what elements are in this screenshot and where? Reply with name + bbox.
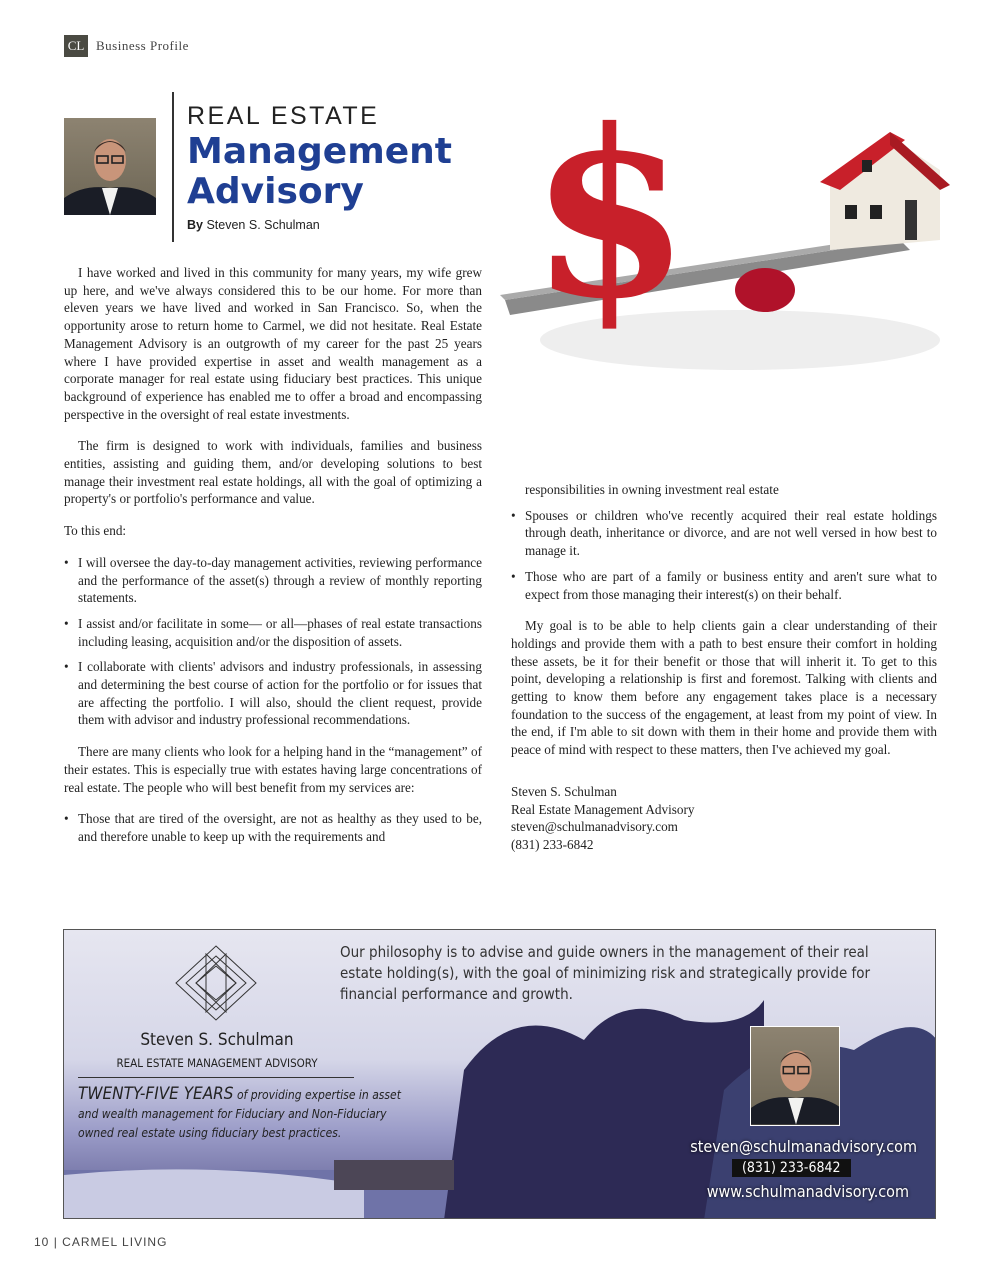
paragraph: There are many clients who look for a helping hand in the “management” of their estates. This is especially true with estates having large concentrations of real estate. The people who will best benefit from my services are: bbox=[64, 744, 482, 795]
ad-experience bbox=[78, 1085, 418, 1143]
title-line: Advisory bbox=[187, 171, 364, 212]
ad-years-lead: TWENTY-FIVE YEARS bbox=[78, 1084, 234, 1104]
signature-email[interactable]: steven@schulmanadvisory.com bbox=[511, 819, 678, 835]
article-kicker: REAL ESTATE bbox=[187, 102, 380, 130]
left-column bbox=[64, 264, 482, 860]
paragraph: My goal is to be able to help clients gain a clear understanding of their holdings and provide them with a path to best ensure their comfort in holding these assets, be it for their benefit or those that will inherit it. To get to this point, developing a relationship is first and foremost. Talking with clients and getting to know them before any engagement takes place is a necessary foundation to the success of the engagement, at least from my point of view. In the end, if I'm able to sit down with them in their home and provide them with peace of mind with respect to these matters, then I've achieved my goal. bbox=[511, 618, 937, 758]
bullet-list bbox=[511, 507, 937, 604]
author-name: Steven S. Schulman bbox=[206, 218, 320, 232]
bullet-list bbox=[64, 554, 482, 729]
page-footer: 10 | CARMEL LIVING bbox=[34, 1235, 168, 1249]
ad-email[interactable]: steven@schulmanadvisory.com bbox=[690, 1137, 917, 1156]
author-photo bbox=[64, 118, 156, 215]
by-label: By bbox=[187, 218, 203, 232]
list-item: • Those who are part of a family or business entity and aren't sure what to expect from those managing their interest(s) on their behalf. bbox=[511, 568, 937, 603]
paragraph: I have worked and lived in this community for many years, my wife grew up here, and we've always considered this to be our home. For more than eleven years we have lived and worked in San Francisco. So, when the opportunity arose to return home to Carmel, we did not hesitate. Real Estate Management Advisory is an outgrowth of my career for the past 25 years where I have provided expertise in asset and wealth management as a corporate manager for real estate using fiduciary best practices. This unique background of experience has enabled me to offer a broad and encompassing perspective in the oversight of real estate investments. bbox=[64, 265, 482, 422]
page-number: 10 bbox=[34, 1235, 50, 1249]
list-item: • Those that are tired of the oversight, are not as healthy as they used to be, and therefore unable to keep up with the requirements and bbox=[64, 810, 482, 845]
byline bbox=[187, 218, 320, 232]
list-item: • I assist and/or facilitate in some— or all—phases of real estate transactions including leasing, acquisition and/or the disposition of assets. bbox=[64, 615, 482, 650]
list-item: • Spouses or children who've recently acquired their real estate holdings through death, inheritance or divorce, and are not well versed in how best to manage it. bbox=[511, 507, 937, 560]
bullet-list bbox=[64, 810, 482, 845]
ad-years-text: of providing expertise in asset and wealth management for Fiduciary and Non-Fiduciary owned real estate using fiduciary best practices. bbox=[78, 1088, 401, 1140]
paragraph: To this end: bbox=[64, 523, 127, 539]
dollar-sign-icon: $ bbox=[530, 90, 691, 350]
signature-block bbox=[511, 783, 937, 854]
publication-name: CARMEL LIVING bbox=[62, 1235, 168, 1249]
title-divider bbox=[172, 92, 174, 242]
section-label: Business Profile bbox=[96, 38, 189, 53]
signature-name: Steven S. Schulman bbox=[511, 783, 617, 799]
ad-website[interactable]: www.schulmanadvisory.com bbox=[706, 1182, 909, 1201]
paragraph: responsibilities in owning investment real estate bbox=[525, 482, 779, 497]
list-item: • I collaborate with clients' advisors and industry professionals, in assessing and determining the best course of action for the portfolio or for issues that are affecting the portfolio. I will also, should the client request, provide them with advisor and industry professional recommendations. bbox=[64, 658, 482, 729]
cl-logo: CL bbox=[64, 35, 88, 57]
paragraph: The firm is designed to work with individuals, families and business entities, assisting and guiding them, and/or developing solutions to best manage their investment real estate holdings, all with the goal of optimizing a property's or portfolio's performance and value. bbox=[64, 438, 482, 507]
ad-philosophy: Our philosophy is to advise and guide owners in the management of their real estate holding(s), with the goal of minimizing risk and strategically provide for financial performance and growth. bbox=[340, 943, 871, 1003]
signature-phone: (831) 233-6842 bbox=[511, 836, 594, 852]
ad-author-photo bbox=[750, 1026, 840, 1126]
list-item: • I will oversee the day-to-day management activities, reviewing performance and the performance of the asset(s) through a review of monthly reporting statements. bbox=[64, 554, 482, 607]
article-title bbox=[187, 132, 452, 212]
ad-company: REAL ESTATE MANAGEMENT ADVISORY bbox=[116, 1056, 318, 1070]
ad-phone: (831) 233-6842 bbox=[732, 1159, 851, 1177]
signature-company: Real Estate Management Advisory bbox=[511, 801, 695, 817]
advertisement bbox=[63, 929, 936, 1219]
right-column bbox=[511, 481, 937, 854]
diamond-logo-icon bbox=[174, 944, 258, 1022]
title-line: Management bbox=[187, 131, 452, 172]
ad-divider bbox=[78, 1077, 354, 1078]
hero-illustration bbox=[500, 90, 980, 410]
ad-name: Steven S. Schulman bbox=[140, 1030, 294, 1050]
